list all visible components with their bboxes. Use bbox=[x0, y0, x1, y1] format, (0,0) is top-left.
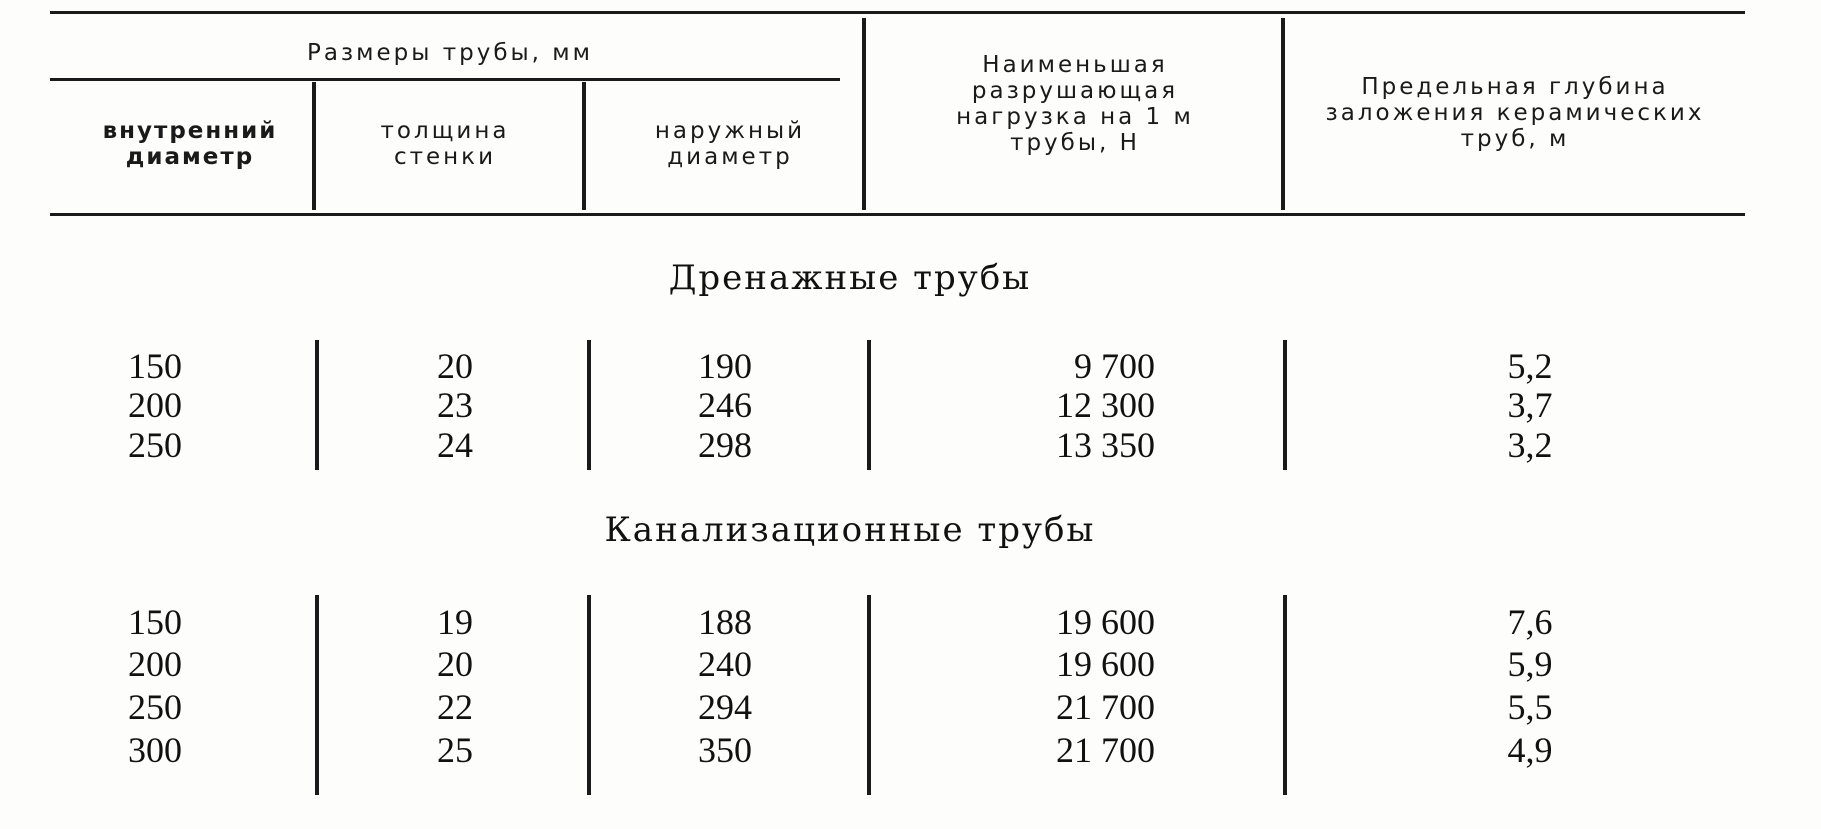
table-cell-outer: 190 bbox=[698, 346, 752, 386]
header-outer-diameter: наружный диаметр bbox=[654, 118, 806, 170]
table-top-rule bbox=[50, 11, 1745, 14]
table-cell-depth: 5,2 bbox=[1507, 346, 1553, 386]
section-title-sewer: Канализационные трубы bbox=[604, 510, 1096, 550]
table-cell-wall: 20 bbox=[437, 644, 473, 684]
table-cell-inner: 300 bbox=[128, 730, 182, 770]
table-cell-depth: 5,9 bbox=[1507, 644, 1553, 684]
header-wall-thickness: толщина стенки bbox=[380, 118, 510, 170]
table-cell-load: 12 300 bbox=[1056, 385, 1155, 425]
table-cell-load: 19 600 bbox=[1056, 644, 1155, 684]
table-cell-wall: 25 bbox=[437, 730, 473, 770]
table-cell-inner: 200 bbox=[128, 385, 182, 425]
table-cell-outer: 246 bbox=[698, 385, 752, 425]
table-cell-outer: 350 bbox=[698, 730, 752, 770]
header-bottom-rule bbox=[50, 213, 1745, 216]
body-divider-1a bbox=[315, 340, 319, 470]
table-cell-inner: 200 bbox=[128, 644, 182, 684]
table-cell-load: 19 600 bbox=[1056, 602, 1155, 642]
header-max-depth: Предельная глубина заложения керамических труб, м bbox=[1325, 74, 1705, 152]
table-cell-outer: 298 bbox=[698, 425, 752, 465]
table-cell-depth: 5,5 bbox=[1507, 687, 1553, 727]
table-cell-wall: 20 bbox=[437, 346, 473, 386]
body-divider-1b bbox=[315, 595, 319, 795]
table-cell-inner: 250 bbox=[128, 687, 182, 727]
table-cell-outer: 188 bbox=[698, 602, 752, 642]
table-cell-wall: 23 bbox=[437, 385, 473, 425]
table-cell-load: 13 350 bbox=[1056, 425, 1155, 465]
table-cell-inner: 150 bbox=[128, 346, 182, 386]
table-cell-wall: 19 bbox=[437, 602, 473, 642]
table-cell-load: 21 700 bbox=[1056, 687, 1155, 727]
table-cell-wall: 24 bbox=[437, 425, 473, 465]
table-cell-load: 9 700 bbox=[1074, 346, 1155, 386]
header-divider-4 bbox=[1281, 18, 1285, 210]
table-cell-depth: 4,9 bbox=[1507, 730, 1553, 770]
table-cell-outer: 294 bbox=[698, 687, 752, 727]
table-cell-depth: 3,7 bbox=[1507, 385, 1553, 425]
body-divider-3b bbox=[867, 595, 871, 795]
header-breaking-load: Наименьшая разрушающая нагрузка на 1 м трубы, Н bbox=[956, 52, 1194, 156]
header-divider-2 bbox=[582, 82, 586, 210]
header-group-title: Размеры трубы, мм bbox=[306, 40, 594, 66]
body-divider-2a bbox=[587, 340, 591, 470]
body-divider-4b bbox=[1283, 595, 1287, 795]
body-divider-2b bbox=[587, 595, 591, 795]
section-title-drainage: Дренажные трубы bbox=[668, 258, 1032, 298]
header-divider-3 bbox=[862, 18, 866, 210]
header-divider-1 bbox=[312, 82, 316, 210]
table-cell-wall: 22 bbox=[437, 687, 473, 727]
body-divider-3a bbox=[867, 340, 871, 470]
table-cell-inner: 250 bbox=[128, 425, 182, 465]
table-cell-depth: 3,2 bbox=[1507, 425, 1553, 465]
body-divider-4a bbox=[1283, 340, 1287, 470]
table-cell-load: 21 700 bbox=[1056, 730, 1155, 770]
table-cell-outer: 240 bbox=[698, 644, 752, 684]
table-cell-depth: 7,6 bbox=[1507, 602, 1553, 642]
header-inner-diameter: внутренний диаметр bbox=[102, 118, 278, 170]
table-cell-inner: 150 bbox=[128, 602, 182, 642]
group-header-rule bbox=[50, 78, 840, 81]
